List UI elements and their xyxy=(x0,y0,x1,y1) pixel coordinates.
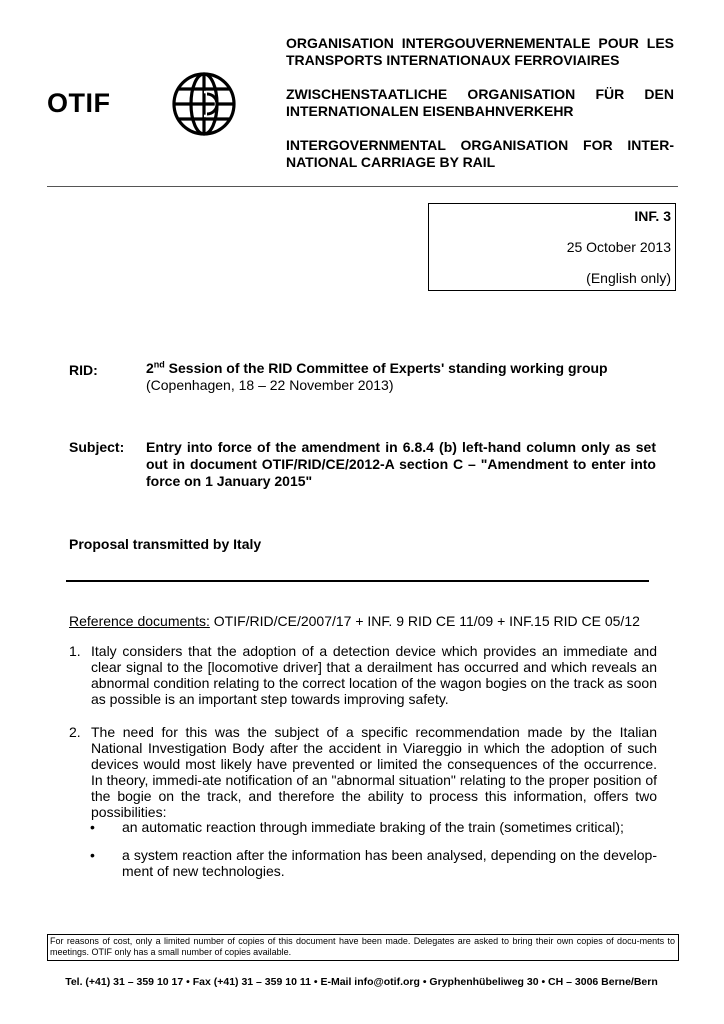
proposal-heading: Proposal transmitted by Italy xyxy=(69,536,262,552)
reference-documents-value: OTIF/RID/CE/2007/17 + INF. 9 RID CE 11/09 + INF.15 RID CE 05/12 xyxy=(209,613,640,629)
paragraph-text: Italy considers that the adoption of a detection device which provides an immediate and clear signal to the [locomotive driver] that a derailment has occurred and which reveals an abnormal condition relating to the correct location of the wagon bogies on the track as soon as possible is an important step towards improving safety. xyxy=(91,643,657,707)
rid-label: RID: xyxy=(69,362,98,378)
otif-globe-icon xyxy=(171,71,237,137)
header-divider xyxy=(47,186,678,187)
paragraph-1 xyxy=(69,643,657,707)
section-divider xyxy=(66,580,649,582)
session-suffix: nd xyxy=(153,359,165,370)
reference-documents xyxy=(69,613,640,629)
session-title: Session of the RID Committee of Experts' standing working group xyxy=(164,360,608,376)
organisation-names xyxy=(286,35,674,188)
document-date: 25 October 2013 xyxy=(566,239,671,255)
contact-footer: Tel. (+41) 31 – 359 10 17 • Fax (+41) 31 – 359 10 11 • E-Mail info@otif.org • Gryphenhübeliweg 30 • CH – 3006 Berne/Bern xyxy=(65,976,658,988)
org-name-french: ORGANISATION INTERGOUVERNEMENTALE POUR LES TRANSPORTS INTERNATIONAUX FERROVIAIRES xyxy=(286,35,674,68)
session-number: 2 xyxy=(146,360,154,376)
bullet-text: a system reaction after the information has been analysed, depending on the develop-ment of new technologies. xyxy=(122,847,657,879)
org-name-german: ZWISCHENSTAATLICHE ORGANISATION FÜR DEN INTERNATIONALEN EISENBAHNVERKEHR xyxy=(286,86,674,119)
document-language: (English only) xyxy=(586,270,671,286)
document-info-box xyxy=(428,203,676,291)
subject-text: Entry into force of the amendment in 6.8.4 (b) left-hand column only as set out in document OTIF/RID/CE/2012-A section C – "Amendment to enter into force on 1 January 2015" xyxy=(146,439,656,489)
bullet-icon: • xyxy=(90,847,95,863)
paragraph-2 xyxy=(69,724,657,820)
bullet-item xyxy=(90,847,657,879)
copies-notice: For reasons of cost, only a limited number of copies of this document have been made. Delegates are asked to bring their own copies of docu-ments to meetings. OTIF only has a small number of copies available. xyxy=(47,934,679,961)
paragraph-number: 2. xyxy=(69,724,81,740)
document-reference: INF. 3 xyxy=(634,208,671,224)
paragraph-text: The need for this was the subject of a specific recommendation made by the Italian National Investigation Body after the accident in Viareggio in which the adoption of such devices would most likely have prevented or limited the consequences of the occurrence. In theory, immedi-ate notification of an "abnormal situation" relating to the proper position of the bogie on the track, and therefore the ability to process this information, offers two possibilities: xyxy=(91,724,657,820)
rid-session xyxy=(146,360,676,394)
otif-logo-text: OTIF xyxy=(47,88,111,118)
paragraph-number: 1. xyxy=(69,643,81,659)
bullet-text: an automatic reaction through immediate braking of the train (sometimes critical); xyxy=(122,819,624,835)
session-location: (Copenhagen, 18 – 22 November 2013) xyxy=(146,377,394,393)
bullet-item xyxy=(90,819,657,835)
reference-documents-label: Reference documents: xyxy=(69,613,210,629)
bullet-icon: • xyxy=(90,819,95,835)
subject-label: Subject: xyxy=(69,439,125,455)
org-name-english: INTERGOVERNMENTAL ORGANISATION FOR INTER-NATIONAL CARRIAGE BY RAIL xyxy=(286,137,674,170)
